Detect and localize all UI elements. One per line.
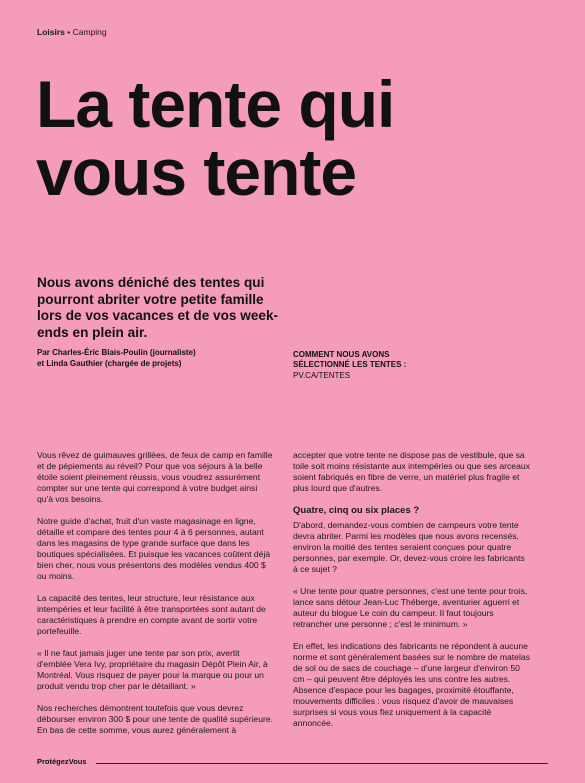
headline-line-1: La tente qui	[36, 67, 395, 141]
section-category: Loisirs	[37, 27, 65, 37]
method-note	[293, 350, 493, 381]
paragraph: La capacité des tentes, leur structure, leur résistance aux intempéries et leur facilité à être transportées sont autant de caractéristiques à prendre en compte avant de sortir votre portefeuille.	[37, 593, 266, 636]
paragraph: En effet, les indications des fabricants ne répondent à aucune norme et sont généralement basées sur le nombre de matelas de sol ou de sacs de couchage – d'une largeur d'environ 50 cm – qui peuvent être déployés les uns contre les autres. Absence d'espace pour les bagages, proximité étouffante, mouvements difficiles : vous risquez d'avoir de mauvaises surprises si vous vous fiez uniquement à la capacité annoncée.	[293, 641, 530, 728]
paragraph: « Une tente pour quatre personnes, c'est une tente pour trois, lance sans détour Jean-Luc Théberge, aventurier aguerri et auteur du blogue Le coin du campeur. Il faut toujours retrancher une personne ; c'est le minimum. »	[293, 586, 528, 629]
footer-logo: ProtégezVous	[37, 757, 87, 766]
byline-line-2: et Linda Gauthier (chargée de projets)	[37, 359, 182, 368]
paragraph: accepter que votre tente ne dispose pas de vestibule, que sa toile soit moins résistante aux intempéries ou que ses arceaux soient fabriqués en fibre de verre, un matériel plus fragile et plus lourd que d'autres.	[293, 450, 530, 493]
section-subcategory: Camping	[72, 27, 107, 37]
paragraph: Nos recherches démontrent toutefois que vous devrez débourser environ 300 $ pour une tente de qualité supérieure. En bas de cette somme, vous aurez généralement à	[37, 703, 274, 735]
footer-divider	[96, 763, 548, 764]
paragraph: Notre guide d'achat, fruit d'un vaste magasinage en ligne, détaille et compare des tentes pour 4 à 6 personnes, autant dans les magasins de type grande surface que dans les boutiques spécialisées. Et puisque les vacances coûtent déjà bien cher, nous vous présentons des modèles vendus 400 $ ou moins.	[37, 516, 271, 581]
byline-line-1: Par Charles-Éric Blais-Poulin (journaliste)	[37, 348, 196, 357]
paragraph: D'abord, demandez-vous combien de campeurs votre tente devra abriter. Parmi les modèles que nous avons recensés, environ la moitié des tentes seraient conçues pour quatre personnes, par exemple. Or, devez-vous croire les fabricants à ce sujet ?	[293, 520, 525, 574]
headline-line-2: vous tente	[36, 135, 357, 209]
subheading: Quatre, cinq ou six places ?	[293, 505, 420, 516]
right-column	[293, 450, 530, 740]
method-link[interactable]: PV.CA/TENTES	[293, 371, 351, 380]
paragraph: Vous rêvez de guimauves grillées, de feux de camp en famille et de pépiements au réveil? Pour que vos séjours à la belle étoile soient pleinement réussis, vous voudrez assurément compter sur une tente qui correspond à votre budget ainsi qu'à vos besoins.	[37, 450, 273, 504]
article-deck: Nous avons déniché des tentes qui pourront abriter votre petite famille lors de vos vacances et de vos week-ends en plein air.	[37, 275, 279, 340]
method-label: COMMENT NOUS AVONS SÉLECTIONNÉ LES TENTES :	[293, 350, 407, 369]
article-headline	[36, 67, 395, 209]
paragraph: « Il ne faut jamais juger une tente par son prix, avertit d'emblée Vera Ivy, propriétaire du magasin Dépôt Plein Air, à Montréal. Vous risquez de payer pour la marque ou pour un produit vendu trop cher par le détaillant. »	[37, 648, 268, 691]
section-header	[37, 27, 107, 37]
section-separator: •	[67, 27, 71, 37]
byline	[37, 347, 287, 369]
left-column	[37, 450, 274, 747]
